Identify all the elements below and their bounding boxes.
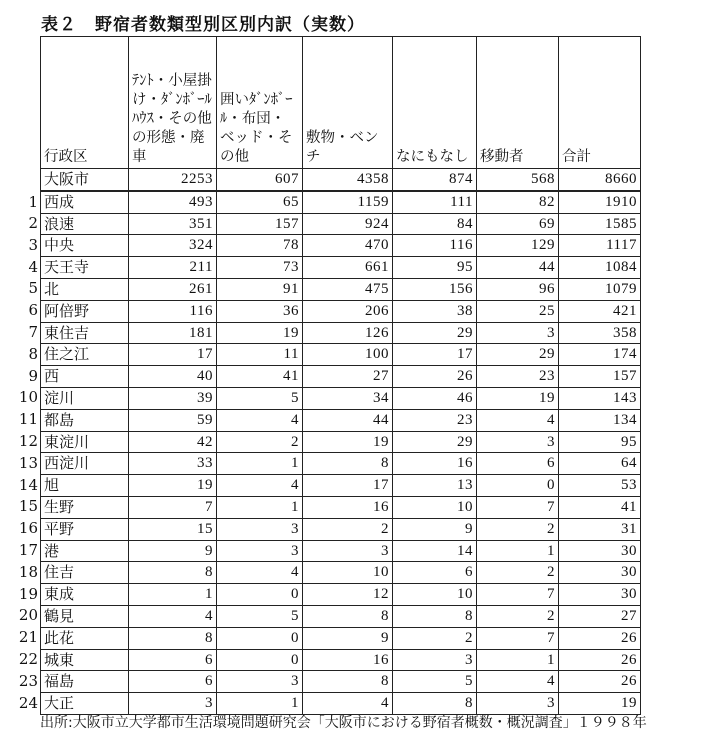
ward-name-cell: 西淀川 — [41, 453, 129, 475]
value-cell: 129 — [477, 235, 559, 257]
value-cell: 0 — [477, 475, 559, 497]
row-number: 5 — [28, 279, 38, 298]
value-cell: 26 — [559, 649, 641, 671]
row-number: 4 — [28, 257, 38, 276]
row-number — [4, 169, 38, 191]
value-cell: 9 — [129, 540, 217, 562]
table-row — [41, 278, 641, 300]
value-cell: 116 — [393, 235, 477, 257]
value-cell: 17 — [129, 344, 217, 366]
value-cell: 9 — [393, 518, 477, 540]
table-title: 表２ 野宿者数類型別区別内訳（実数） — [41, 15, 365, 35]
value-cell: 493 — [129, 191, 217, 213]
value-cell: 7 — [477, 627, 559, 649]
value-cell: 4 — [477, 409, 559, 431]
header-nothing: なにもなし — [393, 37, 477, 169]
value-cell: 1 — [217, 496, 303, 518]
row-number: 13 — [18, 453, 38, 472]
value-cell: 78 — [217, 235, 303, 257]
value-cell: 7 — [129, 496, 217, 518]
table-row — [41, 322, 641, 344]
value-cell: 46 — [393, 387, 477, 409]
value-cell: 116 — [129, 300, 217, 322]
value-cell: 96 — [477, 278, 559, 300]
header-ward: 行政区 — [41, 37, 129, 169]
total-row — [41, 169, 641, 191]
value-cell: 65 — [217, 191, 303, 213]
ward-name-cell: 浪速 — [41, 213, 129, 235]
row-number: 20 — [18, 606, 38, 625]
value-cell: 1 — [129, 584, 217, 606]
value-cell: 8 — [303, 671, 393, 693]
value-cell: 8 — [303, 453, 393, 475]
value-cell: 34 — [303, 387, 393, 409]
table-row — [41, 475, 641, 497]
row-number: 19 — [18, 584, 38, 603]
table-row — [41, 191, 641, 213]
table-row — [41, 540, 641, 562]
value-cell: 143 — [559, 387, 641, 409]
value-cell: 3 — [217, 671, 303, 693]
value-cell: 6 — [129, 649, 217, 671]
value-cell: 1585 — [559, 213, 641, 235]
value-cell: 2253 — [129, 169, 217, 191]
table-row — [41, 366, 641, 388]
value-cell: 4358 — [303, 169, 393, 191]
value-cell: 17 — [393, 344, 477, 366]
value-cell: 73 — [217, 257, 303, 279]
table-row — [41, 496, 641, 518]
value-cell: 4 — [303, 693, 393, 715]
value-cell: 358 — [559, 322, 641, 344]
value-cell: 4 — [217, 475, 303, 497]
value-cell: 100 — [303, 344, 393, 366]
ward-name-cell: 東成 — [41, 584, 129, 606]
ward-name-cell: 大阪市 — [41, 169, 129, 191]
value-cell: 4 — [129, 605, 217, 627]
ward-name-cell: 住之江 — [41, 344, 129, 366]
value-cell: 17 — [303, 475, 393, 497]
ward-name-cell: 旭 — [41, 475, 129, 497]
value-cell: 29 — [477, 344, 559, 366]
ward-name-cell: 中央 — [41, 235, 129, 257]
value-cell: 0 — [217, 649, 303, 671]
ward-name-cell: 淀川 — [41, 387, 129, 409]
value-cell: 53 — [559, 475, 641, 497]
table-row — [41, 235, 641, 257]
value-cell: 181 — [129, 322, 217, 344]
row-number: 7 — [28, 323, 38, 342]
value-cell: 14 — [393, 540, 477, 562]
source-note: 出所:大阪市立大学都市生活環境問題研究会「大阪市における野宿者概数・概況調査」１９９８年 — [40, 715, 647, 731]
value-cell: 95 — [559, 431, 641, 453]
row-number: 17 — [18, 541, 38, 560]
row-number: 22 — [18, 650, 38, 669]
value-cell: 5 — [217, 387, 303, 409]
value-cell: 874 — [393, 169, 477, 191]
value-cell: 2 — [477, 605, 559, 627]
value-cell: 1117 — [559, 235, 641, 257]
table-row — [41, 213, 641, 235]
row-number: 6 — [28, 301, 38, 320]
header-tent-hut: ﾃﾝﾄ・小屋掛け・ﾀﾞﾝﾎﾞｰﾙﾊｳｽ・その他の形態・廃車 — [129, 37, 217, 169]
value-cell: 126 — [303, 322, 393, 344]
header-cardboard-enclosure: 囲いﾀﾞﾝﾎﾞｰﾙ・布団・ベッド・その他 — [217, 37, 303, 169]
value-cell: 211 — [129, 257, 217, 279]
row-number: 14 — [18, 475, 38, 494]
table-row — [41, 257, 641, 279]
value-cell: 12 — [303, 584, 393, 606]
value-cell: 23 — [393, 409, 477, 431]
value-cell: 19 — [477, 387, 559, 409]
table-row — [41, 453, 641, 475]
value-cell: 261 — [129, 278, 217, 300]
table-row — [41, 387, 641, 409]
value-cell: 351 — [129, 213, 217, 235]
value-cell: 33 — [129, 453, 217, 475]
value-cell: 924 — [303, 213, 393, 235]
row-number: 16 — [18, 519, 38, 538]
value-cell: 661 — [303, 257, 393, 279]
value-cell: 30 — [559, 584, 641, 606]
ward-name-cell: 住吉 — [41, 562, 129, 584]
homeless-count-table — [40, 36, 641, 715]
value-cell: 13 — [393, 475, 477, 497]
value-cell: 39 — [129, 387, 217, 409]
value-cell: 1159 — [303, 191, 393, 213]
table-row — [41, 671, 641, 693]
value-cell: 10 — [393, 496, 477, 518]
value-cell: 27 — [559, 605, 641, 627]
value-cell: 1 — [477, 649, 559, 671]
row-number: 8 — [28, 344, 38, 363]
table-row — [41, 562, 641, 584]
value-cell: 19 — [129, 475, 217, 497]
table-row — [41, 584, 641, 606]
ward-name-cell: 生野 — [41, 496, 129, 518]
value-cell: 16 — [393, 453, 477, 475]
value-cell: 3 — [477, 693, 559, 715]
value-cell: 64 — [559, 453, 641, 475]
value-cell: 95 — [393, 257, 477, 279]
value-cell: 41 — [217, 366, 303, 388]
value-cell: 8 — [129, 562, 217, 584]
value-cell: 82 — [477, 191, 559, 213]
value-cell: 44 — [303, 409, 393, 431]
row-number: 24 — [18, 693, 38, 712]
value-cell: 8 — [129, 627, 217, 649]
value-cell: 206 — [303, 300, 393, 322]
value-cell: 8 — [393, 693, 477, 715]
value-cell: 174 — [559, 344, 641, 366]
value-cell: 324 — [129, 235, 217, 257]
ward-name-cell: 東住吉 — [41, 322, 129, 344]
ward-name-cell: 西成 — [41, 191, 129, 213]
value-cell: 5 — [217, 605, 303, 627]
value-cell: 30 — [559, 540, 641, 562]
value-cell: 25 — [477, 300, 559, 322]
row-number: 12 — [18, 432, 38, 451]
value-cell: 3 — [217, 518, 303, 540]
value-cell: 7 — [477, 584, 559, 606]
value-cell: 44 — [477, 257, 559, 279]
value-cell: 59 — [129, 409, 217, 431]
value-cell: 2 — [477, 562, 559, 584]
value-cell: 26 — [393, 366, 477, 388]
value-cell: 26 — [559, 627, 641, 649]
value-cell: 27 — [303, 366, 393, 388]
value-cell: 1 — [477, 540, 559, 562]
value-cell: 134 — [559, 409, 641, 431]
value-cell: 2 — [477, 518, 559, 540]
value-cell: 31 — [559, 518, 641, 540]
value-cell: 10 — [393, 584, 477, 606]
value-cell: 3 — [477, 431, 559, 453]
value-cell: 475 — [303, 278, 393, 300]
value-cell: 1910 — [559, 191, 641, 213]
value-cell: 8660 — [559, 169, 641, 191]
value-cell: 2 — [217, 431, 303, 453]
value-cell: 19 — [559, 693, 641, 715]
table-row — [41, 605, 641, 627]
value-cell: 1 — [217, 693, 303, 715]
value-cell: 19 — [217, 322, 303, 344]
value-cell: 6 — [477, 453, 559, 475]
value-cell: 29 — [393, 322, 477, 344]
row-number: 3 — [28, 235, 38, 254]
value-cell: 2 — [393, 627, 477, 649]
ward-name-cell: 西 — [41, 366, 129, 388]
ward-name-cell: 大正 — [41, 693, 129, 715]
value-cell: 4 — [217, 562, 303, 584]
ward-name-cell: 北 — [41, 278, 129, 300]
row-number: 23 — [18, 671, 38, 690]
value-cell: 607 — [217, 169, 303, 191]
table-row — [41, 431, 641, 453]
value-cell: 3 — [303, 540, 393, 562]
row-number: 9 — [28, 366, 38, 385]
value-cell: 3 — [217, 540, 303, 562]
value-cell: 30 — [559, 562, 641, 584]
value-cell: 1084 — [559, 257, 641, 279]
value-cell: 91 — [217, 278, 303, 300]
value-cell: 568 — [477, 169, 559, 191]
value-cell: 42 — [129, 431, 217, 453]
ward-name-cell: 天王寺 — [41, 257, 129, 279]
row-number: 18 — [18, 562, 38, 581]
value-cell: 10 — [303, 562, 393, 584]
value-cell: 8 — [303, 605, 393, 627]
ward-name-cell: 平野 — [41, 518, 129, 540]
value-cell: 157 — [559, 366, 641, 388]
ward-name-cell: 此花 — [41, 627, 129, 649]
row-number: 10 — [18, 388, 38, 407]
ward-name-cell: 阿倍野 — [41, 300, 129, 322]
value-cell: 4 — [217, 409, 303, 431]
value-cell: 11 — [217, 344, 303, 366]
value-cell: 157 — [217, 213, 303, 235]
header-mobile: 移動者 — [477, 37, 559, 169]
value-cell: 15 — [129, 518, 217, 540]
value-cell: 0 — [217, 584, 303, 606]
row-number: 1 — [28, 192, 38, 211]
header-total: 合計 — [559, 37, 641, 169]
value-cell: 6 — [129, 671, 217, 693]
row-number: 2 — [28, 214, 38, 233]
value-cell: 16 — [303, 649, 393, 671]
ward-name-cell: 城東 — [41, 649, 129, 671]
table-row — [41, 300, 641, 322]
ward-name-cell: 東淀川 — [41, 431, 129, 453]
value-cell: 0 — [217, 627, 303, 649]
table-row — [41, 344, 641, 366]
value-cell: 2 — [303, 518, 393, 540]
value-cell: 4 — [477, 671, 559, 693]
value-cell: 41 — [559, 496, 641, 518]
value-cell: 111 — [393, 191, 477, 213]
value-cell: 470 — [303, 235, 393, 257]
table-row — [41, 627, 641, 649]
value-cell: 3 — [129, 693, 217, 715]
value-cell: 6 — [393, 562, 477, 584]
value-cell: 7 — [477, 496, 559, 518]
header-mat-bench: 敷物・ベンチ — [303, 37, 393, 169]
table-row — [41, 649, 641, 671]
table-row — [41, 409, 641, 431]
ward-name-cell: 福島 — [41, 671, 129, 693]
ward-name-cell: 港 — [41, 540, 129, 562]
value-cell: 3 — [477, 322, 559, 344]
header-row — [41, 37, 641, 169]
value-cell: 9 — [303, 627, 393, 649]
row-number: 21 — [18, 628, 38, 647]
ward-name-cell: 鶴見 — [41, 605, 129, 627]
value-cell: 5 — [393, 671, 477, 693]
value-cell: 38 — [393, 300, 477, 322]
value-cell: 156 — [393, 278, 477, 300]
value-cell: 1079 — [559, 278, 641, 300]
row-number: 11 — [18, 410, 38, 429]
value-cell: 26 — [559, 671, 641, 693]
ward-name-cell: 都島 — [41, 409, 129, 431]
value-cell: 3 — [393, 649, 477, 671]
table-row — [41, 518, 641, 540]
value-cell: 69 — [477, 213, 559, 235]
value-cell: 84 — [393, 213, 477, 235]
value-cell: 40 — [129, 366, 217, 388]
value-cell: 421 — [559, 300, 641, 322]
row-number: 15 — [18, 497, 38, 516]
value-cell: 1 — [217, 453, 303, 475]
value-cell: 29 — [393, 431, 477, 453]
value-cell: 19 — [303, 431, 393, 453]
value-cell: 36 — [217, 300, 303, 322]
value-cell: 8 — [393, 605, 477, 627]
value-cell: 16 — [303, 496, 393, 518]
value-cell: 23 — [477, 366, 559, 388]
